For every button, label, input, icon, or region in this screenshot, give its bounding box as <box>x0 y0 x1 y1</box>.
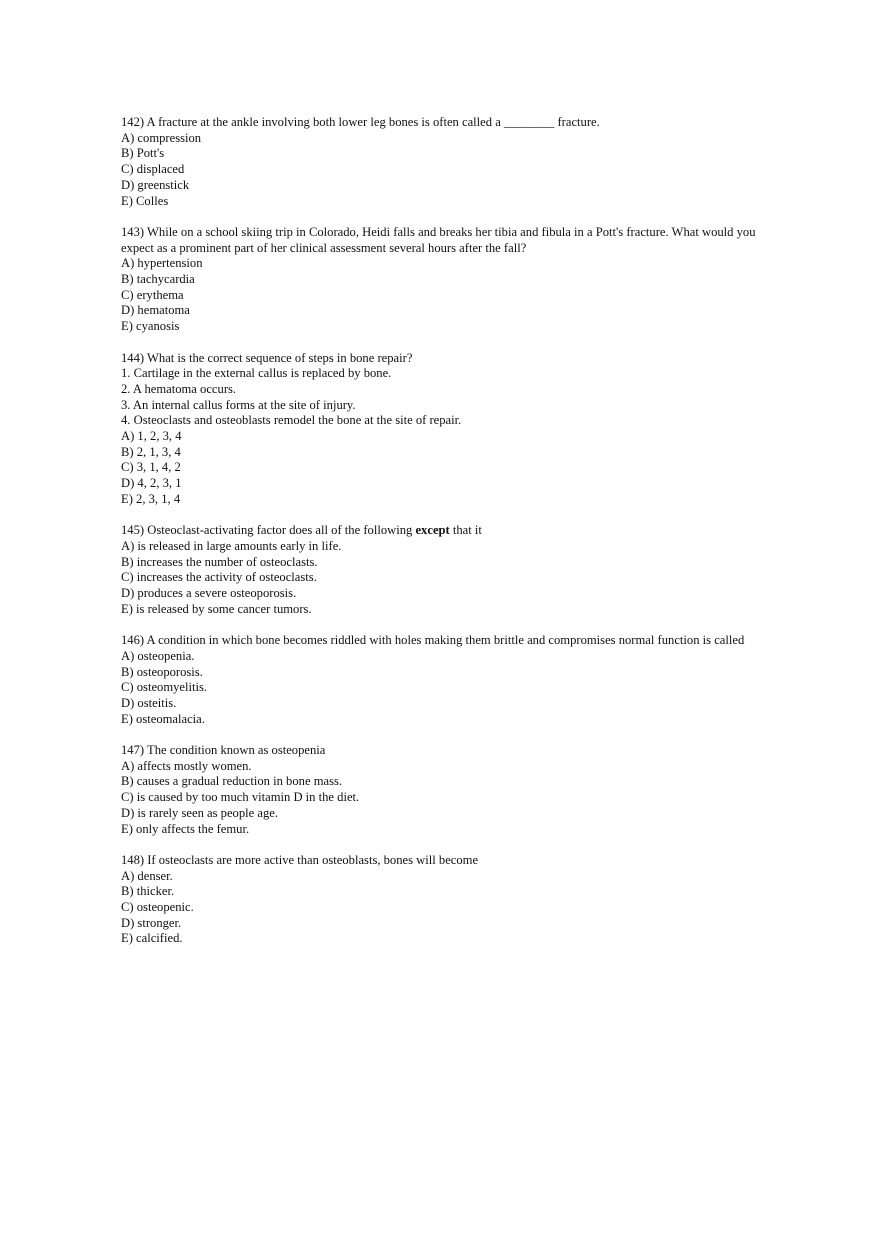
question-148 <box>121 853 761 947</box>
answer-option-d: D) stronger. <box>121 915 182 930</box>
question-147 <box>121 743 761 837</box>
answer-option-c: C) osteomyelitis. <box>121 680 208 695</box>
answer-option-b: B) increases the number of osteoclasts. <box>121 554 318 569</box>
answer-option-b: B) 2, 1, 3, 4 <box>121 444 181 459</box>
answer-option-a: A) is released in large amounts early in life. <box>121 538 342 553</box>
answer-option-a: A) compression <box>121 130 202 145</box>
answer-option-e: E) calcified. <box>121 931 183 946</box>
answer-option-a: A) hypertension <box>121 256 203 271</box>
stem-text-end: that it <box>449 523 482 538</box>
question-144 <box>121 351 761 508</box>
answer-option-d: D) osteitis. <box>121 695 177 710</box>
answer-option-a: A) 1, 2, 3, 4 <box>121 429 182 444</box>
question-stem: 143) While on a school skiing trip in Colorado, Heidi falls and breaks her tibia and fibula in a Pott's fracture. What would you expect as a prominent part of her clinical assessment several hours after the fall? <box>121 224 756 255</box>
answer-option-b: B) osteoporosis. <box>121 664 203 679</box>
answer-option-c: C) displaced <box>121 162 185 177</box>
question-145 <box>121 523 761 617</box>
answer-option-c: C) increases the activity of osteoclasts. <box>121 570 317 585</box>
answer-option-e: E) osteomalacia. <box>121 711 205 726</box>
answer-option-c: C) osteopenic. <box>121 900 194 915</box>
answer-option-e: E) only affects the femur. <box>121 821 250 836</box>
answer-option-b: B) thicker. <box>121 884 175 899</box>
stem-text: 145) Osteoclast-activating factor does all of the following <box>121 523 416 538</box>
answer-option-d: D) hematoma <box>121 303 190 318</box>
answer-option-a: A) affects mostly women. <box>121 758 252 773</box>
answer-option-c: C) erythema <box>121 287 184 302</box>
sequence-step-2: 2. A hematoma occurs. <box>121 381 237 396</box>
answer-option-d: D) is rarely seen as people age. <box>121 805 279 820</box>
question-stem <box>121 523 761 539</box>
answer-option-b: B) Pott's <box>121 146 165 161</box>
question-143 <box>121 225 761 335</box>
sequence-step-4: 4. Osteoclasts and osteoblasts remodel the bone at the site of repair. <box>121 413 462 428</box>
question-142 <box>121 115 761 209</box>
sequence-step-1: 1. Cartilage in the external callus is replaced by bone. <box>121 366 392 381</box>
answer-option-e: E) is released by some cancer tumors. <box>121 601 312 616</box>
question-146 <box>121 633 761 727</box>
answer-option-e: E) Colles <box>121 193 169 208</box>
document-page <box>121 115 761 963</box>
answer-option-b: B) tachycardia <box>121 272 195 287</box>
answer-option-a: A) denser. <box>121 868 173 883</box>
question-stem: 142) A fracture at the ankle involving both lower leg bones is often called a ________ fracture. <box>121 115 600 129</box>
answer-option-e: E) 2, 3, 1, 4 <box>121 491 181 506</box>
stem-emphasis: except <box>415 523 450 538</box>
question-stem: 147) The condition known as osteopenia <box>121 743 326 758</box>
answer-option-d: D) greenstick <box>121 177 190 192</box>
question-stem: 144) What is the correct sequence of steps in bone repair? <box>121 350 413 365</box>
answer-option-c: C) is caused by too much vitamin D in the diet. <box>121 790 360 805</box>
answer-option-a: A) osteopenia. <box>121 648 195 663</box>
answer-option-c: C) 3, 1, 4, 2 <box>121 460 181 475</box>
answer-option-d: D) produces a severe osteoporosis. <box>121 586 297 601</box>
question-stem: 146) A condition in which bone becomes riddled with holes making them brittle and compromises normal function is called <box>121 633 745 648</box>
answer-option-e: E) cyanosis <box>121 319 180 334</box>
sequence-step-3: 3. An internal callus forms at the site of injury. <box>121 397 356 412</box>
question-stem: 148) If osteoclasts are more active than osteoblasts, bones will become <box>121 852 479 867</box>
answer-option-d: D) 4, 2, 3, 1 <box>121 476 182 491</box>
answer-option-b: B) causes a gradual reduction in bone mass. <box>121 774 343 789</box>
